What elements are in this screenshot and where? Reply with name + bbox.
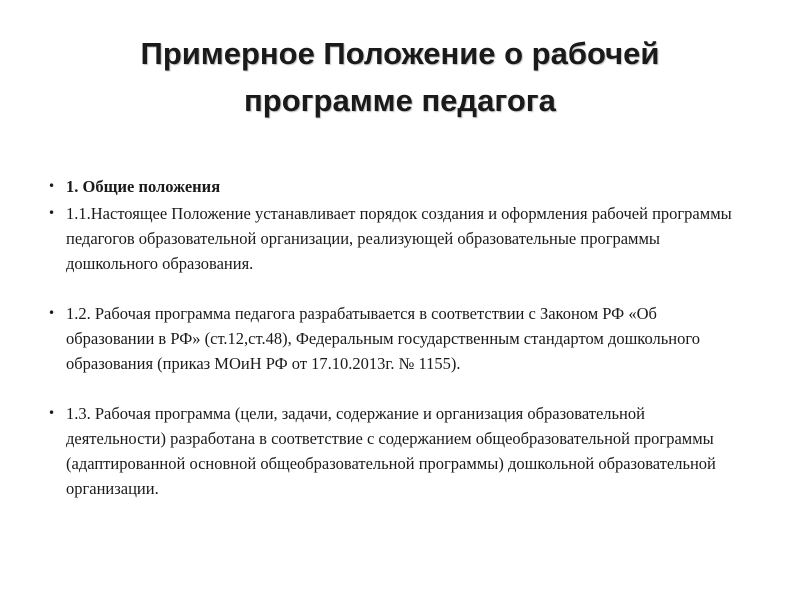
bullet-item-1-3: [48, 401, 748, 501]
bullet-item-text: 1.2. Рабочая программа педагога разрабатывается в соответствии с Законом РФ «Об образовании в РФ» (ст.12,ст.48), Федеральным государственным стандартом дошкольного образования (приказ МОиН РФ от 17.10.2013г. № 1155).: [66, 304, 700, 373]
bullet-icon: •: [48, 406, 56, 420]
bullet-icon: •: [48, 306, 56, 320]
bullet-item-general-provisions: [48, 174, 748, 199]
bullet-item-text: 1. Общие положения: [66, 177, 221, 196]
bullet-item-1-1: [48, 201, 748, 276]
slide-body: [48, 174, 748, 501]
bullet-icon: •: [48, 206, 56, 220]
bullet-icon: •: [48, 179, 56, 193]
bullet-item-text: 1.1.Настоящее Положение устанавливает порядок создания и оформления рабочей программы педагогов образовательной организации, реализующей образовательные программы дошкольного образования.: [66, 204, 732, 273]
bullet-item-1-2: [48, 301, 748, 376]
slide-title-line-1: Примерное Положение о рабочей: [140, 36, 660, 71]
slide-title: [60, 30, 740, 124]
slide-title-line-2: программе педагога: [244, 83, 556, 118]
bullet-item-text: 1.3. Рабочая программа (цели, задачи, содержание и организация образовательной деятельности) разработана в соответствие с содержанием общеобразовательной программы (адаптированной основной общеобразовательной программы) дошкольной образовательной организации.: [66, 404, 716, 498]
